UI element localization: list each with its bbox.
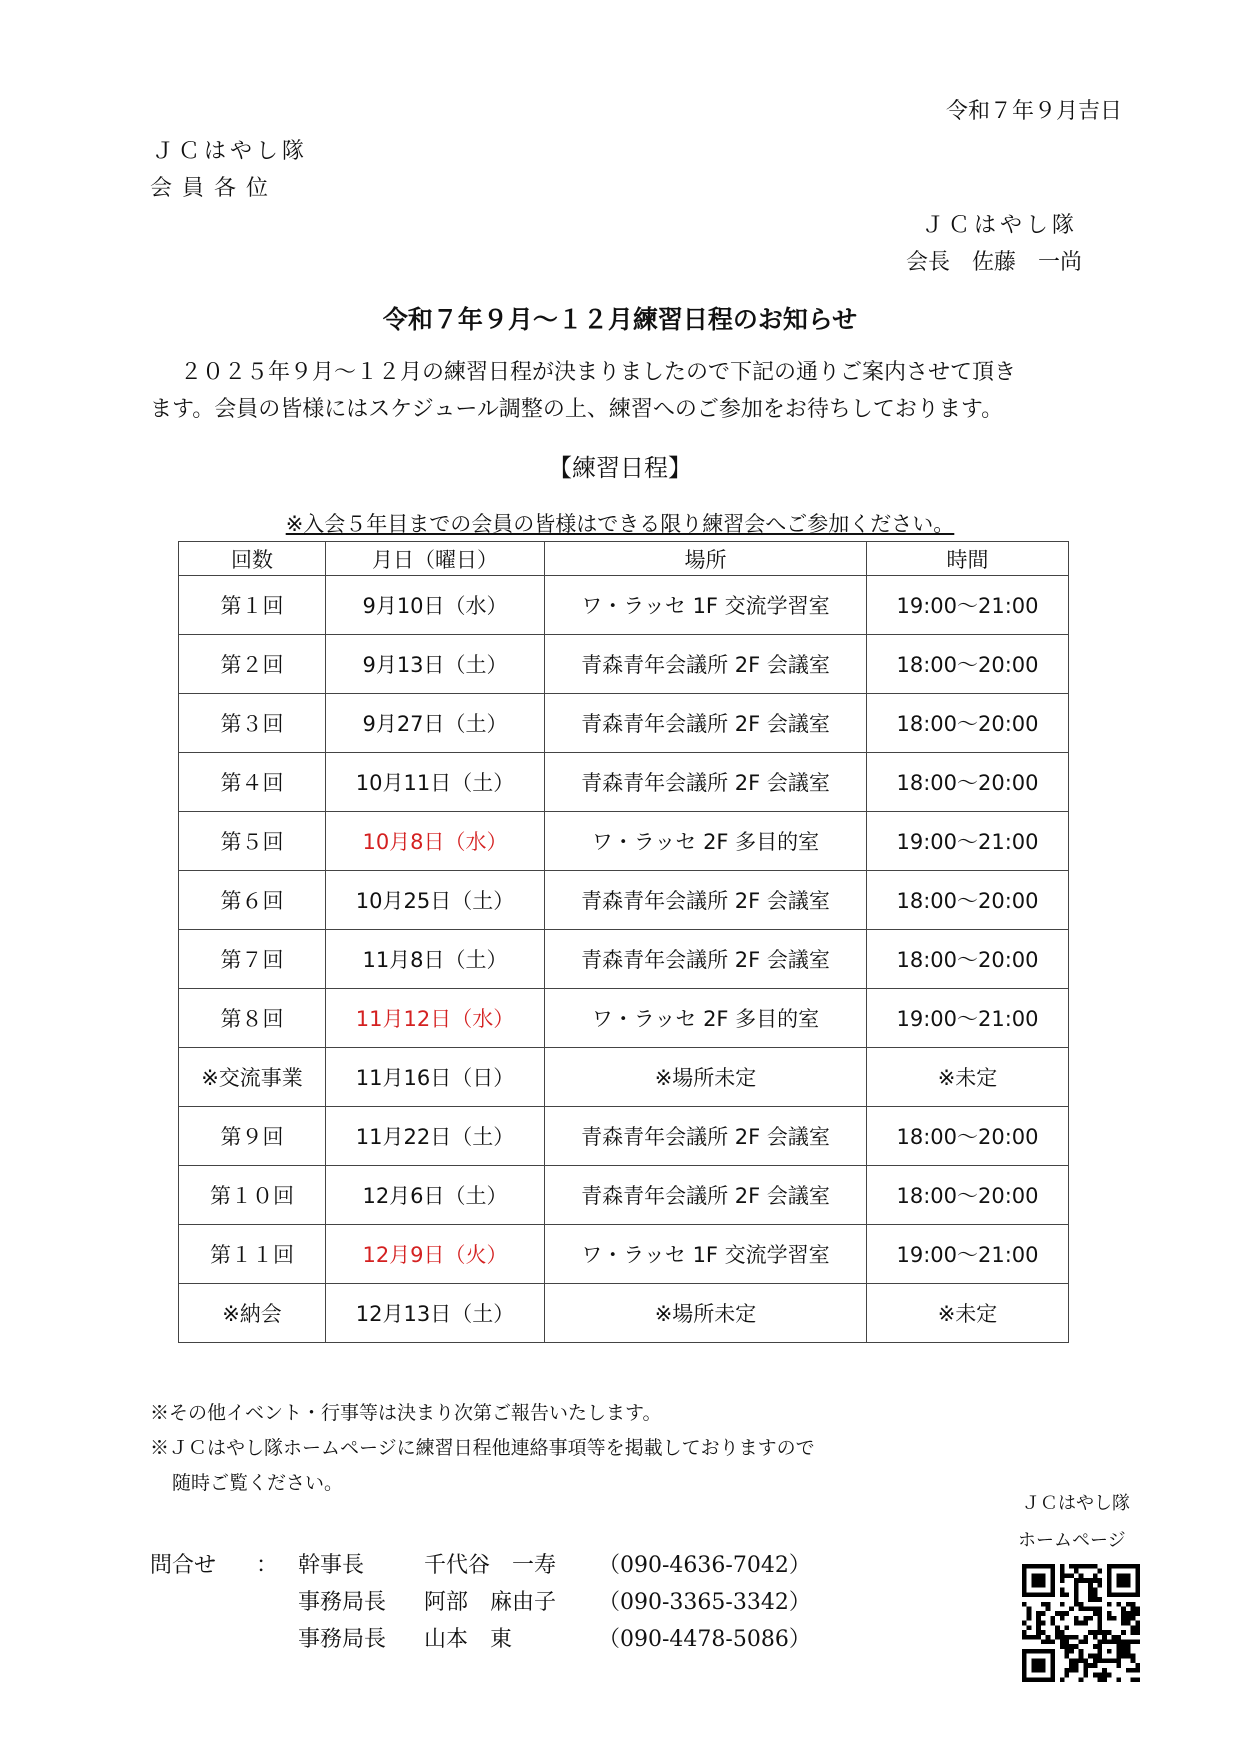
contact-role: 事務局長 <box>298 1590 387 1615</box>
homepage-label-org: ＪＣはやし隊 <box>1022 1493 1130 1514</box>
table-header-row <box>179 542 1069 576</box>
cell-count: 第６回 <box>179 871 326 930</box>
cell-time: 18:00～20:00 <box>867 1107 1069 1166</box>
cell-place: ワ・ラッセ 1F 交流学習室 <box>545 576 867 635</box>
cell-date: 11月22日（土） <box>326 1107 545 1166</box>
cell-count: 第１回 <box>179 576 326 635</box>
contact-phone: （090-4478-5086） <box>598 1627 811 1652</box>
cell-count: 第９回 <box>179 1107 326 1166</box>
table-row <box>179 635 1069 694</box>
cell-count: 第１１回 <box>179 1225 326 1284</box>
cell-place: ワ・ラッセ 2F 多目的室 <box>545 989 867 1048</box>
section-heading: 【練習日程】 <box>548 454 692 482</box>
cell-place: ※場所未定 <box>545 1284 867 1343</box>
homepage-label: ホームページ <box>1018 1530 1126 1551</box>
contact-label: 問合せ <box>150 1553 217 1578</box>
table-row <box>179 576 1069 635</box>
table-row <box>179 871 1069 930</box>
sender-name: 会長 佐藤 一尚 <box>906 250 1083 275</box>
cell-count: 第８回 <box>179 989 326 1048</box>
cell-place: 青森青年会議所 2F 会議室 <box>545 1166 867 1225</box>
contact-role: 幹事長 <box>298 1553 365 1578</box>
schedule-table <box>178 541 1069 1343</box>
cell-date: 11月8日（土） <box>326 930 545 989</box>
document-title: 令和７年９月～１２月練習日程のお知らせ <box>382 305 858 334</box>
header-date: 月日（曜日） <box>326 542 545 576</box>
cell-time: 18:00～20:00 <box>867 635 1069 694</box>
table-row <box>179 753 1069 812</box>
cell-date: 9月13日（土） <box>326 635 545 694</box>
document-date: 令和７年９月吉日 <box>945 99 1122 124</box>
cell-place: 青森青年会議所 2F 会議室 <box>545 753 867 812</box>
cell-place: ※場所未定 <box>545 1048 867 1107</box>
table-row <box>179 1284 1069 1343</box>
cell-time: 18:00～20:00 <box>867 1166 1069 1225</box>
contact-name: 阿部 麻由子 <box>424 1590 557 1615</box>
header-count: 回数 <box>179 542 326 576</box>
table-row <box>179 1225 1069 1284</box>
cell-date: 10月8日（水） <box>326 812 545 871</box>
contact-phone: （090-4636-7042） <box>598 1553 811 1578</box>
table-row <box>179 812 1069 871</box>
contact-colon: ： <box>256 1553 279 1578</box>
cell-count: 第２回 <box>179 635 326 694</box>
cell-time: 18:00～20:00 <box>867 930 1069 989</box>
cell-place: 青森青年会議所 2F 会議室 <box>545 871 867 930</box>
cell-count: 第４回 <box>179 753 326 812</box>
cell-date: 10月11日（土） <box>326 753 545 812</box>
contact-name: 千代谷 一寿 <box>424 1553 557 1578</box>
cell-time: 19:00～21:00 <box>867 989 1069 1048</box>
cell-place: ワ・ラッセ 1F 交流学習室 <box>545 1225 867 1284</box>
cell-date: 10月25日（土） <box>326 871 545 930</box>
cell-time: 19:00～21:00 <box>867 812 1069 871</box>
table-row <box>179 1166 1069 1225</box>
cell-place: ワ・ラッセ 2F 多目的室 <box>545 812 867 871</box>
footnote-homepage-cont: 随時ご覧ください。 <box>172 1472 344 1494</box>
cell-count: 第１０回 <box>179 1166 326 1225</box>
cell-place: 青森青年会議所 2F 会議室 <box>545 694 867 753</box>
cell-time: ※未定 <box>867 1284 1069 1343</box>
contact-phone: （090-3365-3342） <box>598 1590 811 1615</box>
cell-place: 青森青年会議所 2F 会議室 <box>545 635 867 694</box>
recipient-members: 会員各位 <box>150 176 279 201</box>
cell-count: ※納会 <box>179 1284 326 1343</box>
cell-count: 第５回 <box>179 812 326 871</box>
table-row <box>179 1107 1069 1166</box>
cell-date: 12月6日（土） <box>326 1166 545 1225</box>
table-row <box>179 694 1069 753</box>
cell-place: 青森青年会議所 2F 会議室 <box>545 1107 867 1166</box>
recipient-org: ＪＣはやし隊 <box>152 139 309 164</box>
cell-time: 18:00～20:00 <box>867 694 1069 753</box>
header-time: 時間 <box>867 542 1069 576</box>
intro-paragraph <box>150 354 1140 428</box>
cell-count: 第３回 <box>179 694 326 753</box>
table-row <box>179 989 1069 1048</box>
footnote-events: ※その他イベント・行事等は決まり次第ご報告いたします。 <box>150 1402 662 1424</box>
qr-code-icon[interactable] <box>1022 1564 1140 1682</box>
cell-date: 11月12日（水） <box>326 989 545 1048</box>
intro-line-1: ２０２５年９月～１２月の練習日程が決まりましたので下記の通りご案内させて頂き <box>180 360 1017 385</box>
header-place: 場所 <box>545 542 867 576</box>
table-note-text: ※入会５年目までの会員の皆様はできる限り練習会へご参加ください。 <box>285 512 955 536</box>
intro-line-2: ます。会員の皆様にはスケジュール調整の上、練習へのご参加をお待ちしております。 <box>150 397 1004 422</box>
contact-role: 事務局長 <box>298 1627 387 1652</box>
table-row <box>179 930 1069 989</box>
cell-time: 19:00～21:00 <box>867 1225 1069 1284</box>
cell-time: 18:00～20:00 <box>867 753 1069 812</box>
cell-date: 11月16日（日） <box>326 1048 545 1107</box>
table-row <box>179 1048 1069 1107</box>
sender-org: ＪＣはやし隊 <box>922 213 1079 238</box>
cell-date: 9月10日（水） <box>326 576 545 635</box>
cell-time: 19:00～21:00 <box>867 576 1069 635</box>
footnote-homepage: ※ＪＣはやし隊ホームページに練習日程他連絡事項等を掲載しておりますので <box>150 1437 815 1459</box>
cell-date: 9月27日（土） <box>326 694 545 753</box>
cell-place: 青森青年会議所 2F 会議室 <box>545 930 867 989</box>
cell-time: 18:00～20:00 <box>867 871 1069 930</box>
cell-count: ※交流事業 <box>179 1048 326 1107</box>
cell-date: 12月13日（土） <box>326 1284 545 1343</box>
contact-name: 山本 東 <box>424 1627 513 1652</box>
cell-count: 第７回 <box>179 930 326 989</box>
table-note <box>0 508 1240 538</box>
cell-date: 12月9日（火） <box>326 1225 545 1284</box>
cell-time: ※未定 <box>867 1048 1069 1107</box>
